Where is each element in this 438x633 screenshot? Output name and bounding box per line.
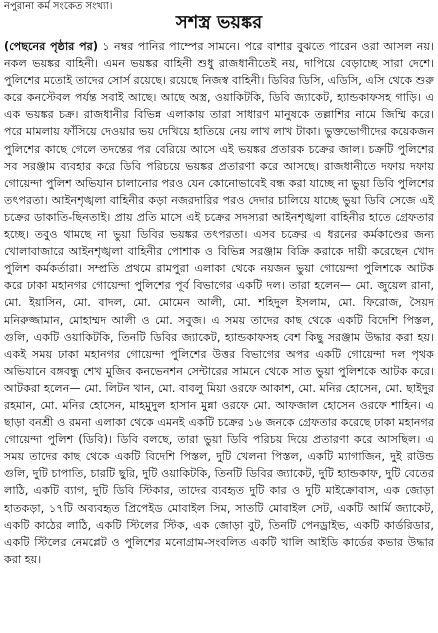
continued-from-label: (পেছনের পৃষ্ঠার পর) — [4, 40, 98, 53]
article-headline: সশস্ত্র ভয়ঙ্কর — [175, 12, 263, 33]
article-text: ১ নম্বর পানির পাম্পের সামনে। পরে বাশার বুঝতে পারেন ওরা আসল নয়। নকল ভয়ঙ্কর বাহিনী। এমন ভয়ঙ্কর বাহিনী শুধু রাজধানীতেই নয়, দাপিয়ে বেড়াচ্ছে সারা দেশে। পুলিশের মতোই তাদের সোর্স রয়েছে। রয়েছে নিজস্ব বাহিনী। ডিবির ডিসি, এডিসি, এসি থেকে শুরু করে কনস্টেবল পর্যন্ত সবাই আছে। আছে অস্ত্র, ওয়াকিটকি, ডিবি জ্যাকেট, হ্যান্ডকাফসহ গাড়ি। এ এক ভয়ঙ্কর চক্র। রাজধানীর বিভিন্ন এলাকায় তারা সাধারণ মানুষকে তল্লাশির নামে জিম্মি করে। পরে মামলায় ফাঁসিয়ে দেওয়ার ভয় দেখিয়ে হাতিয়ে নেয় লাখ লাখ টাকা। ভুক্তভোগীদের কয়েকজন পুলিশের কাছে গেলে তদন্তের পর বেরিয়ে আসে এই ভয়ঙ্কর প্রতারক চক্রের জাল। চক্রটি পুলিশের সব সরঞ্জাম ব্যবহার করে ডিবি পরিচয়ে ভয়ঙ্কর প্রতারণা করে আসছে। রাজধানীতে দফায় দফায় গোয়েন্দা পুলিশ অভিযান চালানোর পরও যেন কোনোভাবেই বন্ধ করা যাচ্ছে না ভুয়া ডিবি পুলিশের তৎপরতা। আইনশৃঙ্খলা বাহিনীর কড়া নজরদারির পরও দেদার চালিয়ে যাচ্ছে ভুয়া ডিবি সেজে এই চক্রের ডাকাতি-ছিনতাই। প্রায় প্রতি মাসে এই চক্রের সদস্যরা আইনশৃঙ্খলা বাহিনীর হাতে গ্রেফতার হচ্ছে। তবুও থামছে না ভুয়া ডিবির ভয়ঙ্কর তৎপরতা। এসব চক্রের এ ধরনের কর্মকাণ্ডের জন্য খোলাবাজারে আইনশৃঙ্খলা বাহিনীর পোশাক ও বিভিন্ন সরঞ্জাম বিক্রি করাকে দায়ী করেছেন খোদ পুলিশ কর্মকর্তারা। সম্প্রতি প্রথমে রামপুরা এলাকা থেকে নয়জন ভুয়া গোয়েন্দা পুলিশকে আটক করে ঢাকা মহানগর গোয়েন্দা পুলিশের পূর্ব বিভাগের একটি দল। তারা হলেন— মো. জুয়েল রানা, মো. ইয়াসিন, মো. বাদল, মো. মোমেন আলী, মো. শহিদুল ইসলাম, মো. ফিরোজ, সৈয়দ মনিরুজ্জামান, মোহাম্মদ আলী ও মো. সবুজ। এ সময় তাদের কাছ থেকে একটি বিদেশি পিস্তল, গুলি, একটি ওয়াকিটকি, তিনটি ডিবির জ্যাকেট, হ্যান্ডকাফসহ বেশ কিছু সরঞ্জাম উদ্ধার করা হয়। একই সময় ঢাকা মহানগর গোয়েন্দা পুলিশের উত্তর বিভাগের অপর একটি গোয়েন্দা দল পৃথক অভিযানে বঙ্গবন্ধু শেখ মুজিব কনভেনশন সেন্টারের সামনে থেকে সাত ভুয়া পুলিশকে আটক করে। আটকরা হলেন— মো. লিটন খান, মো. বাবলু মিয়া ওরফে আকাশ, মো. মনির হোসেন, মো. ছাইদুর রহমান, মো. মনির হোসেন, মাহমুদুল হাসান মুন্না ওরফে মো. আফজাল হোসেন ওরফে শাহিন। এ ছাড়া বনশ্রী ও রমনা এলাকা থেকে এমনই একটি চক্রের ১৬ জনকে গ্রেফতার করেছে ঢাকা মহানগর গোয়েন্দা পুলিশ (ডিবি)। ডিবি বলছে, তারা ভুয়া ডিবি পরিচয় দিয়ে প্রতারণা করে আসছিল। এ সময় তাদের কাছ থেকে একটি বিদেশি পিস্তল, দুটি খেলনা পিস্তল, একটি ম্যাগাজিন, দুই রাউন্ড গুলি, দুটি চাপাতি, চারটি ছুরি, দুটি ওয়াকিটকি, তিনটি ডিবির জ্যাকেট, দুটি হ্যান্ডকাফ, দুটি বেতের লাঠি, একটি ব্যাগ, দুটি ডিবি স্টিকার, তাদের ব্যবহৃত দুটি কার ও দুটি মাইক্রোবাস, এক জোড়া হাতকড়া, ১৭টি অব্যবহৃত প্রিপেইড মোবাইল সিম, সাতটি মোবাইল সেট, একটি আর্মি জ্যাকেট, একটি কাঠের লাঠি, একটি স্টিলের স্টিক, এক জোড়া বুট, তিনটি পেনড্রাইভ, একটি কার্ডরিডার, একটি স্টিলের নেমপ্লেট ও পুলিশের মনোগ্রাম-সংবলিত একটি খালি আইডি কার্ডের কভার উদ্ধার করা হয়। — [4, 40, 434, 566]
article-body — [4, 38, 434, 633]
previous-article-fragment: নপুরানা কর্ম সংকেত সংখ্যা। — [4, 1, 113, 12]
